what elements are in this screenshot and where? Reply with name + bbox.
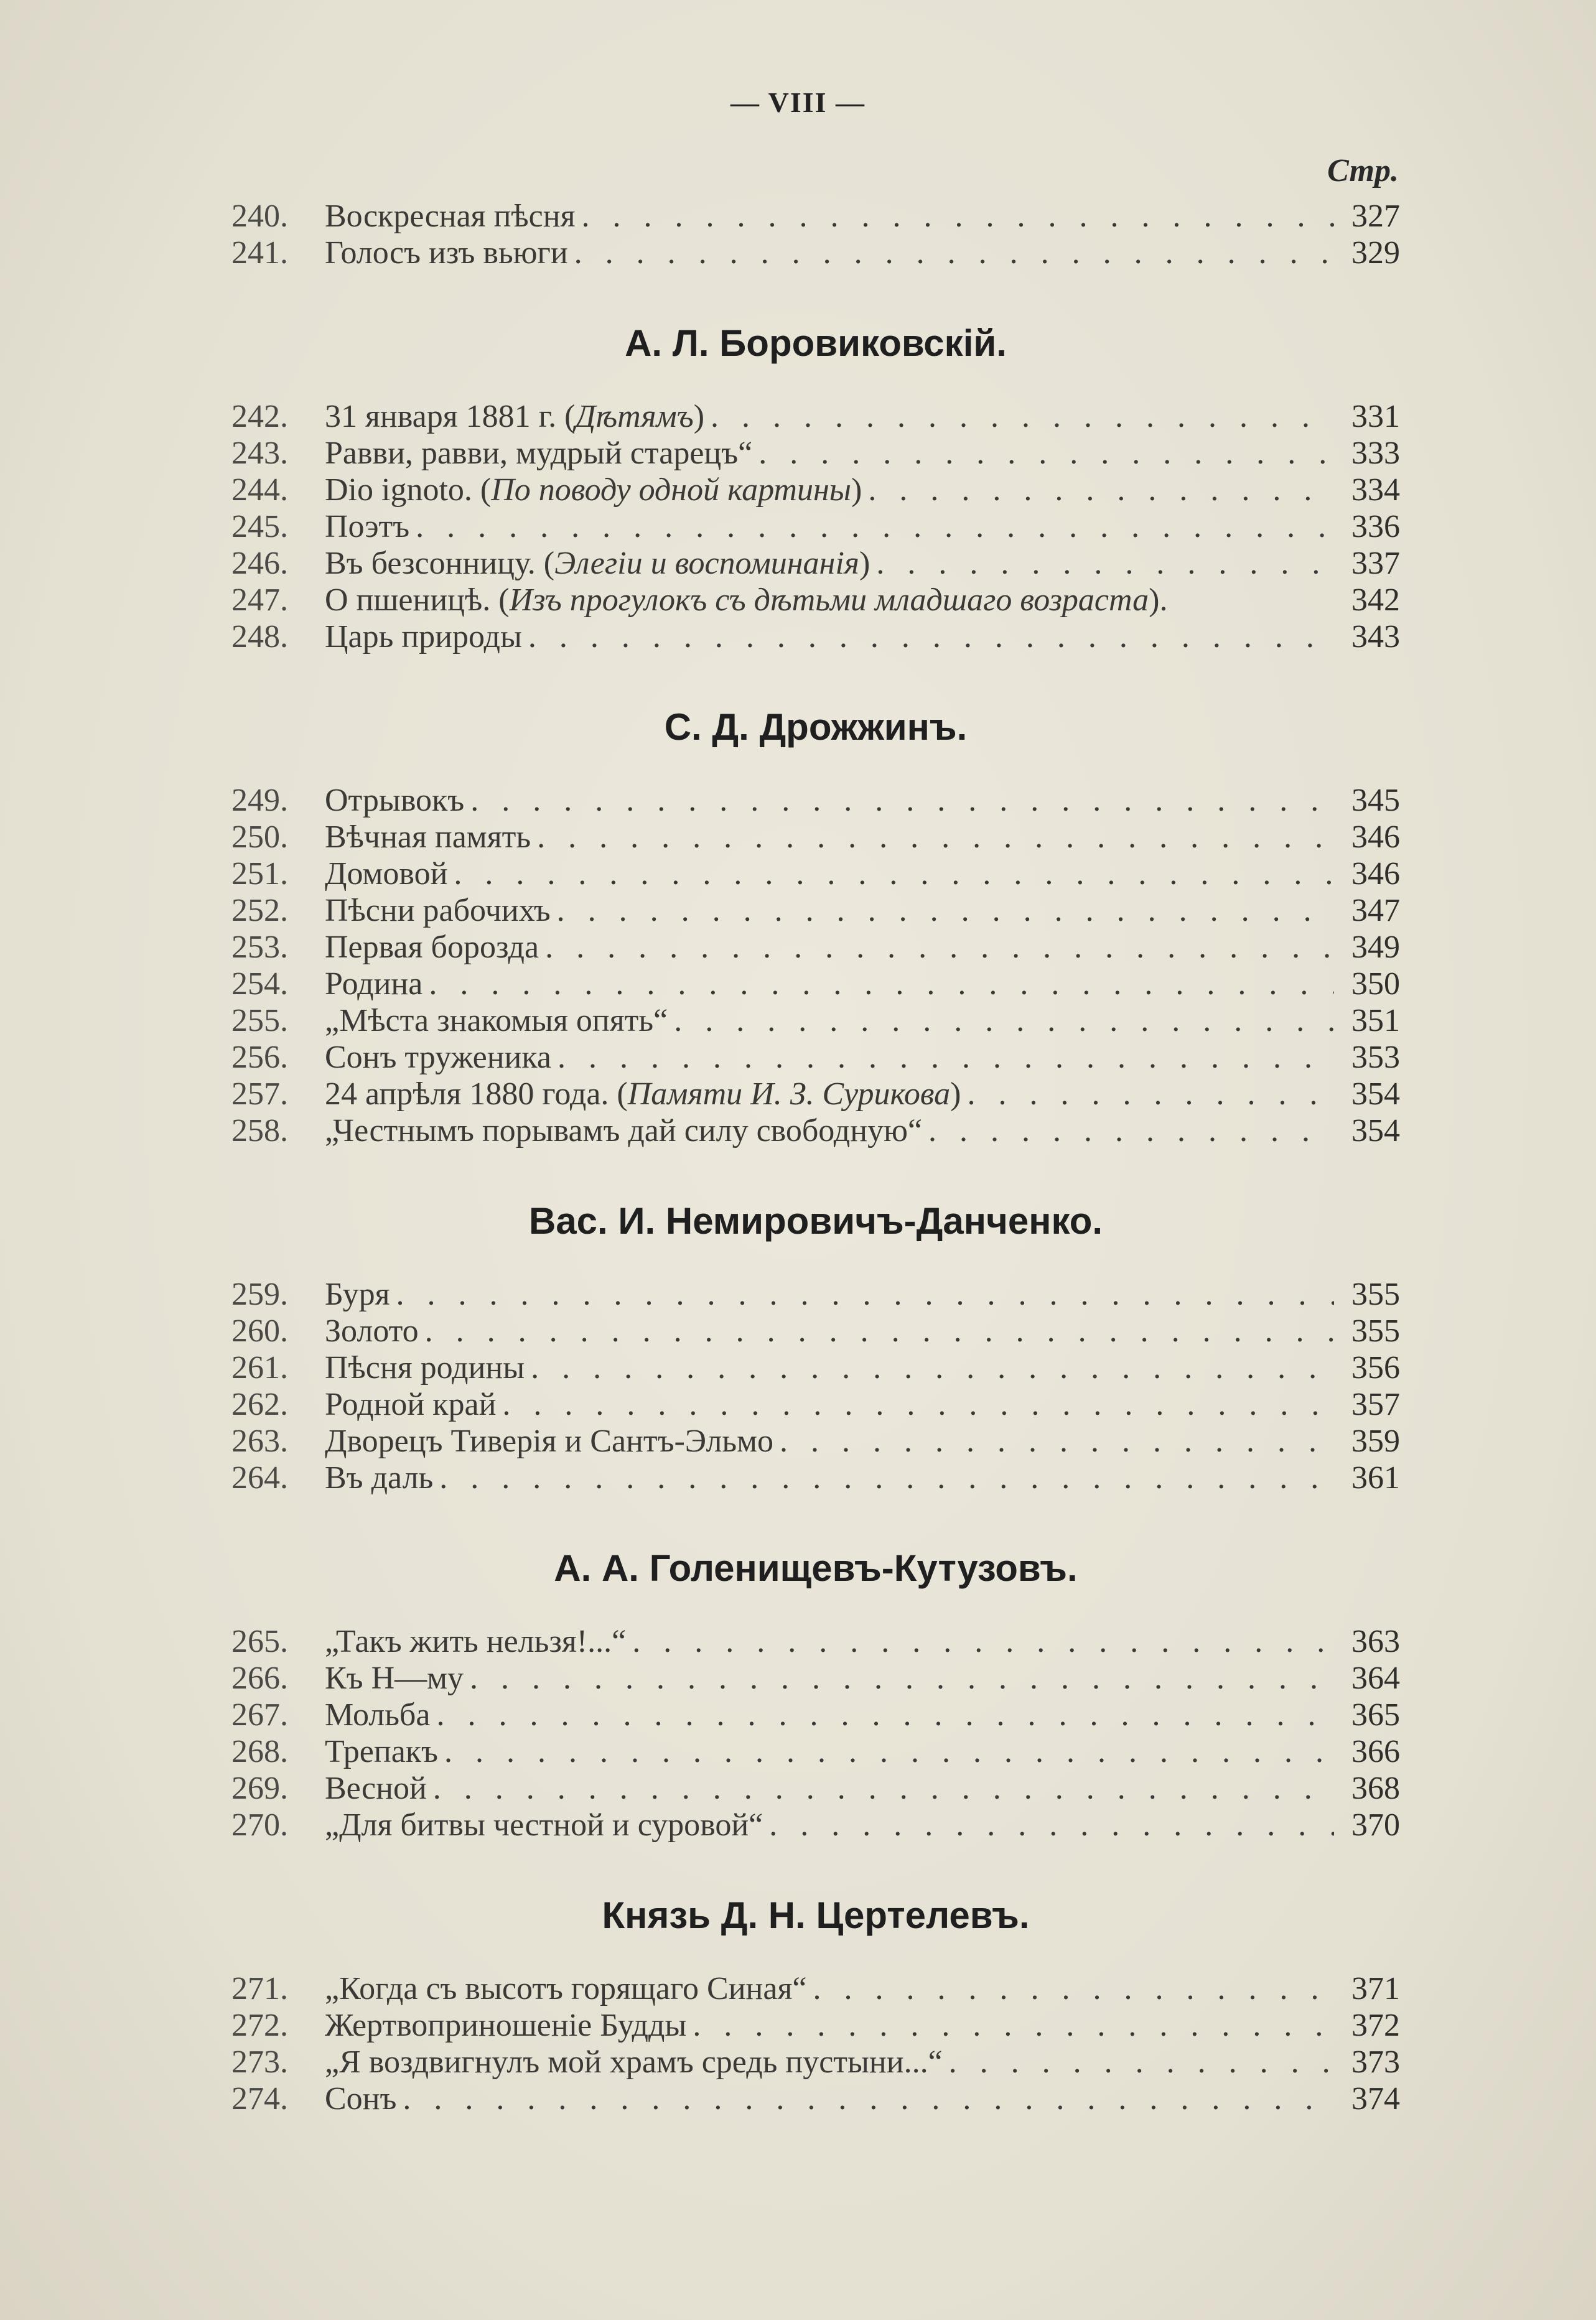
entry-page-number: 354: [1351, 1113, 1400, 1148]
entry-subtitle: Элегіи и воспоминанія: [554, 546, 859, 581]
entry-title-tail: ).: [1149, 582, 1168, 618]
entry-title: [325, 2007, 686, 2044]
entry-title: [325, 1002, 668, 1039]
entry-number: 248.: [231, 619, 288, 655]
toc-entry[interactable]: [231, 1697, 1400, 1733]
toc-entry[interactable]: [231, 1386, 1400, 1423]
entry-title-text: Первая борозда: [325, 929, 539, 965]
entry-number: 274.: [231, 2081, 288, 2117]
toc-entry[interactable]: [231, 782, 1400, 819]
entry-title-tail: ): [950, 1076, 961, 1112]
dot-leader: [632, 1623, 1334, 1660]
entry-title: [325, 198, 576, 235]
dot-leader: [433, 1770, 1334, 1807]
entry-page-number: 368: [1351, 1771, 1400, 1806]
entry-title: [325, 1807, 763, 1843]
entry-number: 268.: [231, 1734, 288, 1769]
toc-entry[interactable]: [231, 2080, 1400, 2117]
entry-title-text: Голосъ изъ вьюги: [325, 235, 568, 271]
entry-page-number: 343: [1351, 619, 1400, 655]
dot-leader: [537, 819, 1334, 855]
entry-title-text: „Я воздвигнулъ мой храмъ средь пустыни...“: [325, 2044, 943, 2080]
dot-leader: [780, 1423, 1334, 1460]
dot-leader: [531, 1349, 1334, 1386]
entry-number: 240.: [231, 198, 288, 234]
entry-number: 273.: [231, 2044, 288, 2080]
entry-title: [325, 1770, 427, 1807]
entry-title: [325, 1386, 496, 1423]
entry-title: [325, 1349, 525, 1386]
entry-title: [325, 1697, 430, 1733]
entry-page-number: 365: [1351, 1697, 1400, 1733]
entry-number: 257.: [231, 1076, 288, 1112]
dot-leader: [558, 1039, 1334, 1076]
toc-entry[interactable]: [231, 545, 1400, 582]
entry-title: [325, 819, 531, 855]
toc-entry[interactable]: [231, 398, 1400, 435]
dot-leader: [876, 545, 1334, 582]
toc-entry[interactable]: [231, 855, 1400, 892]
entry-number: 271.: [231, 1971, 288, 2006]
toc-section: [231, 1190, 1400, 1496]
entry-page-number: 333: [1351, 436, 1400, 471]
entry-title-text: Поэтъ: [325, 509, 410, 544]
toc-entry[interactable]: [231, 966, 1400, 1002]
entry-title-text: Въ безсонницу. (: [325, 546, 555, 581]
dot-leader: [396, 1276, 1334, 1313]
entry-page-number: 356: [1351, 1350, 1400, 1386]
entry-number: 265.: [231, 1624, 288, 1659]
entry-title-text: „Когда съ высотъ горящаго Синая“: [325, 1971, 807, 2006]
entry-title-text: Золото: [325, 1313, 419, 1349]
entry-number: 272.: [231, 2008, 288, 2043]
entry-page-number: 364: [1351, 1661, 1400, 1696]
entry-title: [325, 398, 704, 435]
dot-leader: [444, 1733, 1334, 1770]
toc-entry[interactable]: [231, 1276, 1400, 1313]
toc-entry[interactable]: [231, 1002, 1400, 1039]
entry-title-text: Трепакъ: [325, 1734, 438, 1769]
dot-leader: [582, 198, 1335, 235]
toc-entry[interactable]: [231, 929, 1400, 966]
toc-entry[interactable]: [231, 472, 1400, 508]
entry-page-number: 363: [1351, 1624, 1400, 1659]
entry-number: 261.: [231, 1350, 288, 1386]
toc-entry[interactable]: [231, 1660, 1400, 1697]
entry-page-number: 329: [1351, 235, 1400, 271]
dot-leader: [693, 2007, 1334, 2044]
toc-entry[interactable]: [231, 582, 1400, 618]
dot-leader: [949, 2044, 1334, 2080]
entry-title: [325, 1276, 390, 1313]
entry-number: 244.: [231, 472, 288, 508]
entry-number: 242.: [231, 399, 288, 434]
entry-page-number: 355: [1351, 1313, 1400, 1349]
entry-number: 267.: [231, 1697, 288, 1733]
toc-entry[interactable]: [231, 508, 1400, 545]
page-number-header: — VIII —: [730, 86, 866, 118]
dot-leader: [403, 2080, 1334, 2117]
dot-leader: [502, 1386, 1334, 1423]
entry-title-text: Мольба: [325, 1697, 431, 1733]
entry-page-number: 355: [1351, 1277, 1400, 1312]
entry-number: 264.: [231, 1460, 288, 1496]
entry-page-number: 346: [1351, 819, 1400, 855]
entry-number: 253.: [231, 929, 288, 965]
entry-title-text: Весной: [325, 1771, 427, 1806]
entry-number: 270.: [231, 1807, 288, 1843]
toc-entry[interactable]: [231, 235, 1400, 271]
entry-subtitle: Дѣтямъ: [575, 399, 694, 434]
toc-entry[interactable]: [231, 1623, 1400, 1660]
entry-title: [325, 782, 464, 819]
dot-leader: [967, 1076, 1334, 1112]
entry-title-text: „Честнымъ порывамъ дай силу свободную“: [325, 1113, 923, 1148]
entry-number: 251.: [231, 856, 288, 892]
entry-title: [325, 1623, 626, 1660]
entry-page-number: 353: [1351, 1040, 1400, 1075]
entry-title: [325, 1423, 773, 1460]
toc-entry[interactable]: [231, 1807, 1400, 1843]
toc-entry[interactable]: [231, 819, 1400, 855]
author-heading: А. Л. Боровиковскій.: [625, 322, 1007, 364]
entry-title-text: Равви, равви, мудрый старецъ“: [325, 436, 753, 471]
dot-leader: [868, 472, 1334, 508]
toc-entry[interactable]: [231, 435, 1400, 472]
entry-title: [325, 1733, 438, 1770]
dot-leader: [436, 1697, 1334, 1733]
dot-leader: [674, 1002, 1334, 1039]
dot-leader: [470, 782, 1334, 819]
entry-title-tail: ): [859, 546, 870, 581]
entry-title: [325, 435, 752, 472]
toc-entry[interactable]: [231, 1970, 1400, 2007]
page-column-label: Стр.: [1327, 153, 1399, 189]
entry-subtitle: Изъ прогулокъ съ дѣтьми младшаго возраста: [509, 582, 1149, 618]
entry-title-text: „Мѣста знакомыя опять“: [325, 1003, 668, 1038]
entry-number: 241.: [231, 235, 288, 271]
toc-section: [231, 1884, 1400, 2117]
entry-page-number: 337: [1351, 546, 1400, 581]
dot-leader: [545, 929, 1334, 966]
entry-subtitle: Памяти И. З. Сурикова: [627, 1076, 951, 1112]
entry-title: [325, 1313, 419, 1349]
entry-number: 245.: [231, 509, 288, 544]
entry-page-number: 346: [1351, 856, 1400, 892]
entry-title-text: 31 января 1881 г. (: [325, 399, 576, 434]
entry-title: [325, 2080, 396, 2117]
entry-page-number: 331: [1351, 399, 1400, 434]
entry-title: [325, 235, 568, 271]
dot-leader: [429, 966, 1334, 1002]
dot-leader: [470, 1660, 1334, 1697]
entry-title: [325, 929, 539, 966]
entry-title: [325, 855, 447, 892]
entry-title: [325, 545, 870, 582]
entry-number: 247.: [231, 582, 288, 618]
entry-page-number: 357: [1351, 1387, 1400, 1422]
entry-number: 258.: [231, 1113, 288, 1148]
toc-entry[interactable]: [231, 1112, 1400, 1149]
toc-entry[interactable]: [231, 2044, 1400, 2080]
dot-leader: [769, 1807, 1334, 1843]
entry-page-number: 351: [1351, 1003, 1400, 1038]
entry-title: [325, 2044, 943, 2080]
entry-number: 263.: [231, 1423, 288, 1459]
entry-page-number: 371: [1351, 1971, 1400, 2006]
entry-title: [325, 1112, 922, 1149]
author-heading: Князь Д. Н. Цертелевъ.: [602, 1894, 1030, 1936]
toc-entry[interactable]: [231, 1770, 1400, 1807]
entry-title-tail: ): [693, 399, 705, 434]
entry-title-text: Пѣсни рабочихъ: [325, 893, 551, 928]
entry-title: [325, 582, 1167, 618]
entry-title: [325, 892, 551, 929]
dot-leader: [454, 855, 1334, 892]
toc-entry[interactable]: [231, 1076, 1400, 1112]
toc-entry[interactable]: [231, 1039, 1400, 1076]
dot-leader: [528, 618, 1334, 655]
entry-title: [325, 1039, 551, 1076]
entry-title-text: Родина: [325, 966, 423, 1002]
entry-page-number: 374: [1351, 2081, 1400, 2117]
entry-title-text: Отрывокъ: [325, 783, 465, 818]
dot-leader: [928, 1112, 1334, 1149]
entry-number: 259.: [231, 1277, 288, 1312]
entry-page-number: 347: [1351, 893, 1400, 928]
entry-number: 243.: [231, 436, 288, 471]
entry-page-number: 349: [1351, 929, 1400, 965]
entry-title: [325, 508, 409, 545]
toc-entry[interactable]: [231, 2007, 1400, 2044]
entry-page-number: 350: [1351, 966, 1400, 1002]
entry-number: 269.: [231, 1771, 288, 1806]
dot-leader: [813, 1970, 1334, 2007]
entry-title-text: Домовой: [325, 856, 448, 892]
entry-title-text: Родной край: [325, 1387, 497, 1422]
entry-title: [325, 1076, 961, 1112]
toc-section: [231, 312, 1400, 655]
entry-title-tail: ): [851, 472, 862, 508]
entry-number: 254.: [231, 966, 288, 1002]
toc-section: [231, 198, 1400, 271]
entry-page-number: 359: [1351, 1423, 1400, 1459]
entry-title: [325, 1970, 806, 2007]
toc-section: [231, 1537, 1400, 1843]
entry-page-number: 354: [1351, 1076, 1400, 1112]
entry-number: 266.: [231, 1661, 288, 1696]
dot-leader: [557, 892, 1334, 929]
dot-leader: [574, 235, 1334, 271]
entry-page-number: 342: [1351, 582, 1400, 618]
toc-entry[interactable]: [231, 618, 1400, 655]
entry-title-text: Воскресная пѣсня: [325, 198, 576, 234]
entry-title: [325, 966, 422, 1002]
toc-entry[interactable]: [231, 892, 1400, 929]
dot-leader: [439, 1460, 1334, 1496]
entry-page-number: 372: [1351, 2008, 1400, 2043]
toc-section: [231, 696, 1400, 1149]
entry-title-text: „Для битвы честной и суровой“: [325, 1807, 763, 1843]
entry-page-number: 336: [1351, 509, 1400, 544]
entry-page-number: 345: [1351, 783, 1400, 818]
entry-page-number: 370: [1351, 1807, 1400, 1843]
entry-page-number: 366: [1351, 1734, 1400, 1769]
entry-title: [325, 1660, 464, 1697]
entry-title-text: „Такъ жить нельзя!...“: [325, 1624, 627, 1659]
toc-entry[interactable]: [231, 198, 1400, 235]
author-heading: С. Д. Дрожжинъ.: [664, 706, 968, 748]
toc-entry[interactable]: [231, 1349, 1400, 1386]
entry-page-number: 373: [1351, 2044, 1400, 2080]
entry-title-text: Къ Н—му: [325, 1661, 464, 1696]
author-heading: А. А. Голенищевъ-Кутузовъ.: [554, 1547, 1078, 1589]
entry-page-number: 327: [1351, 198, 1400, 234]
entry-number: 249.: [231, 783, 288, 818]
entry-title-text: Буря: [325, 1277, 390, 1312]
entry-title-text: Дворецъ Тиверія и Сантъ-Эльмо: [325, 1423, 774, 1459]
entry-page-number: 361: [1351, 1460, 1400, 1496]
entry-number: 246.: [231, 546, 288, 581]
entry-title: [325, 1460, 433, 1496]
entry-title-text: Dio ignoto. (: [325, 472, 492, 508]
author-heading: Вас. И. Немировичъ-Данченко.: [528, 1200, 1103, 1242]
entry-title-text: Вѣчная память: [325, 819, 531, 855]
toc-entry[interactable]: [231, 1423, 1400, 1460]
entry-number: 256.: [231, 1040, 288, 1075]
toc-entry[interactable]: [231, 1733, 1400, 1770]
entry-title-text: 24 апрѣля 1880 года. (: [325, 1076, 628, 1112]
entry-number: 260.: [231, 1313, 288, 1349]
entry-title-text: Пѣсня родины: [325, 1350, 525, 1386]
dot-leader: [425, 1313, 1334, 1349]
entry-title-text: Сонъ труженика: [325, 1040, 551, 1075]
entry-page-number: 334: [1351, 472, 1400, 508]
entry-title-text: Въ даль: [325, 1460, 434, 1496]
entry-number: 250.: [231, 819, 288, 855]
dot-leader: [758, 435, 1334, 472]
entry-title-text: Сонъ: [325, 2081, 397, 2117]
entry-subtitle: По поводу одной картины: [491, 472, 851, 508]
toc-entry[interactable]: [231, 1313, 1400, 1349]
toc-entry[interactable]: [231, 1460, 1400, 1496]
entry-number: 252.: [231, 893, 288, 928]
entry-title-text: Жертвоприношеніе Будды: [325, 2008, 687, 2043]
entry-title-text: О пшеницѣ. (: [325, 582, 510, 618]
dot-leader: [711, 398, 1334, 435]
entry-title: [325, 472, 862, 508]
entry-number: 262.: [231, 1387, 288, 1422]
entry-title-text: Царь природы: [325, 619, 522, 655]
table-of-contents: [231, 198, 1400, 2117]
entry-title: [325, 618, 522, 655]
entry-number: 255.: [231, 1003, 288, 1038]
dot-leader: [416, 508, 1334, 545]
